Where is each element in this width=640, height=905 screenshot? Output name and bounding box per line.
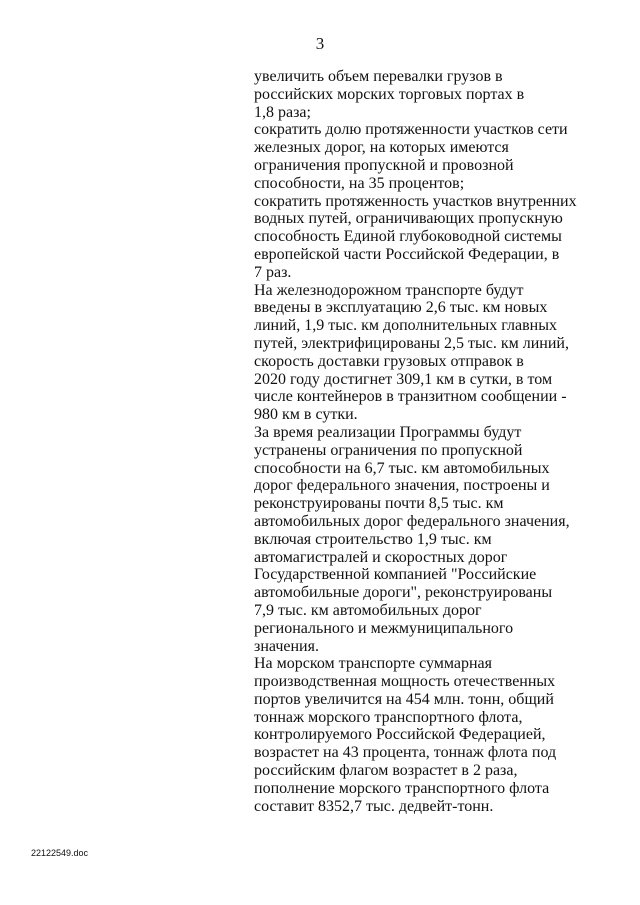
text-line: производственная мощность отечественных [254,673,556,691]
text-line: линий, 1,9 тыс. км дополнительных главных [254,317,557,335]
text-line: числе контейнеров в транзитном сообщении - [254,388,567,406]
text-line: устранены ограничения по пропускной [254,441,523,459]
text-line: автомобильных дорог федерального значения, [254,512,570,530]
text-line: способности на 6,7 тыс. км автомобильных [254,459,550,477]
text-line: включая строительство 1,9 тыс. км [254,530,492,548]
text-line: европейской части Российской Федерации, в [254,245,560,263]
text-line: скорость доставки грузовых отправок в [254,352,524,370]
text-line: дорог федерального значения, построены и [254,477,550,495]
text-line: 2020 году достигнет 309,1 км в сутки, в том [254,370,553,388]
text-line: увеличить объем перевалки грузов в [254,68,503,85]
text-line: 7 раз. [254,263,292,281]
text-line: На железнодорожном транспорте будут [254,281,524,299]
text-line: За время реализации Программы будут [254,423,522,441]
text-line: водных путей, ограничивающих пропускную [254,210,563,228]
page-number: 3 [315,34,325,53]
text-line: составит 8352,7 тыс. дедвейт-тонн. [254,797,494,815]
text-line: ограничения пропускной и провозной [254,156,514,174]
text-line: автомагистралей и скоростных дорог [254,548,508,566]
text-line: значения. [254,637,319,655]
text-line: железных дорог, на которых имеются [254,139,509,157]
text-line: автомобильные дороги", реконструированы [254,584,553,602]
text-line: регионального и межмуниципального [254,619,514,637]
text-line: введены в эксплуатацию 2,6 тыс. км новых [254,299,548,317]
text-line: сократить протяженность участков внутренних [254,192,577,210]
document-body [254,68,584,815]
text-line: путей, электрифицированы 2,5 тыс. км линий, [254,334,569,352]
text-line: реконструированы почти 8,5 тыс. км [254,495,504,513]
text-line: пополнение морского транспортного флота [254,779,550,797]
text-line: контролируемого Российской Федерацией, [254,726,546,744]
footer-filename: 22122549.doc [31,848,89,858]
text-line: 980 км в сутки. [254,406,358,424]
text-line: российским флагом возрастет в 2 раза, [254,762,518,780]
text-line: возрастет на 43 процента, тоннаж флота под [254,744,557,762]
text-line: российских морских торговых портах в [254,85,525,103]
text-line: 1,8 раза; [254,103,311,121]
text-line: сократить долю протяженности участков сети [254,121,568,139]
text-line: способности, на 35 процентов; [254,174,465,192]
text-line: 7,9 тыс. км автомобильных дорог [254,601,482,619]
text-line: способность Единой глубоководной системы [254,228,562,246]
text-line: Государственной компанией "Российские [254,566,537,584]
text-line: На морском транспорте суммарная [254,655,493,673]
text-line: портов увеличится на 454 млн. тонн, общий [254,690,554,708]
text-line: тоннаж морского транспортного флота, [254,708,523,726]
